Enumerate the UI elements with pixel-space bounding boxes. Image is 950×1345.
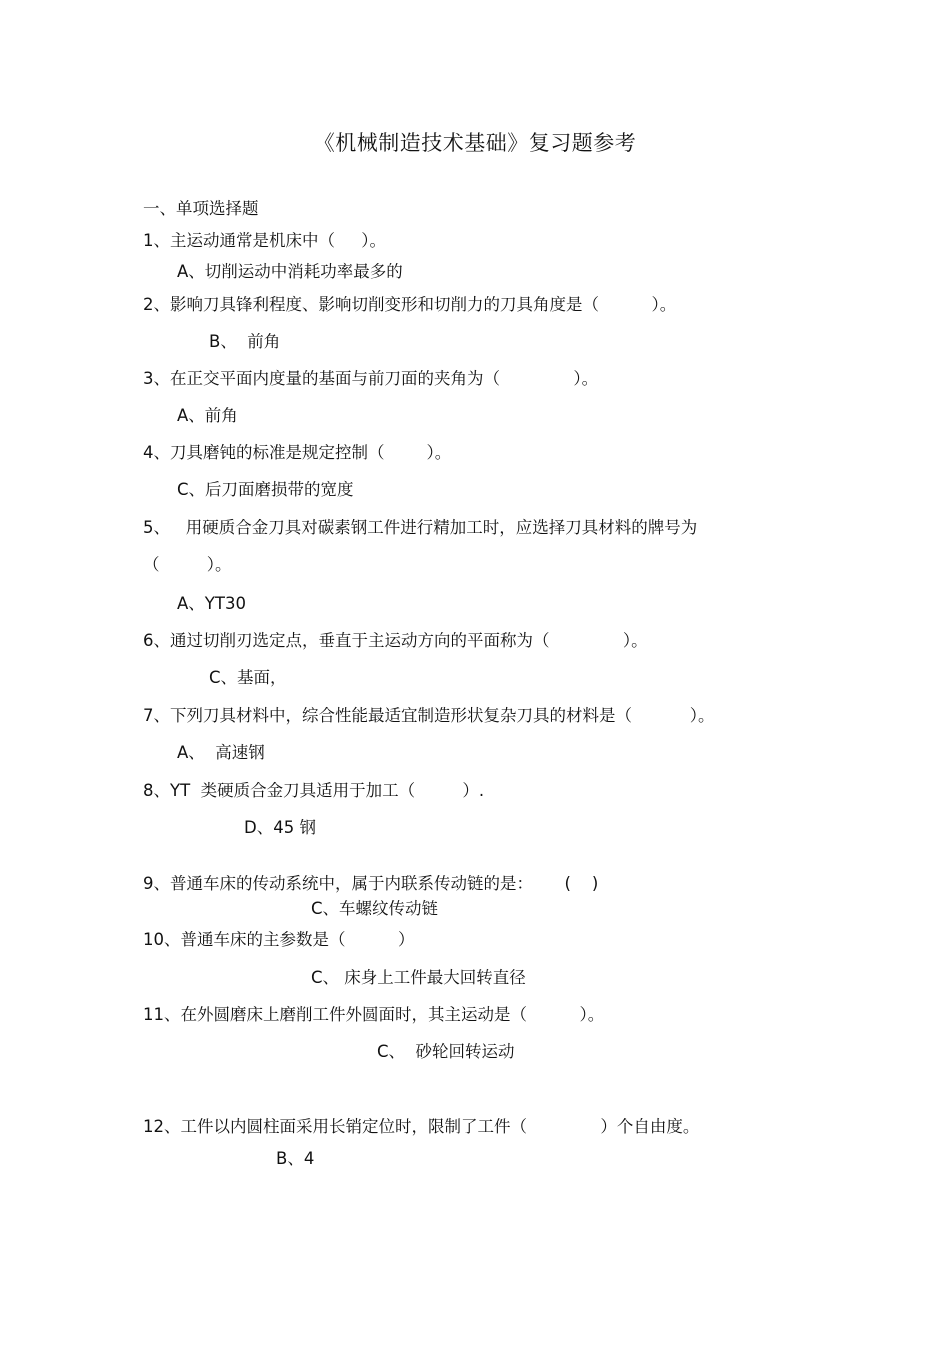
question-8: 8、YT 类硬质合金刀具适用于加工（ ）.	[143, 781, 485, 800]
question-12: 12、工件以内圆柱面采用长销定位时，限制了工件（ ）个自由度。	[143, 1117, 700, 1136]
question-5: 5、 用硬质合金刀具对碳素钢工件进行精加工时，应选择刀具材料的牌号为	[143, 518, 698, 537]
question-2: 2、影响刀具锋利程度、影响切削变形和切削力的刀具角度是（ ）。	[143, 295, 677, 314]
answer-7: A、 高速钢	[177, 743, 265, 762]
question-9: 9、普通车床的传动系统中，属于内联系传动链的是： ( )	[143, 874, 599, 893]
question-1: 1、主运动通常是机床中（ ）。	[143, 231, 386, 250]
answer-11: C、 砂轮回转运动	[377, 1042, 515, 1061]
question-4: 4、刀具磨钝的标准是规定控制（ ）。	[143, 443, 452, 462]
answer-3: A、前角	[177, 406, 238, 425]
answer-6: C、基面，	[209, 668, 287, 687]
answer-10: C、 床身上工件最大回转直径	[311, 968, 526, 987]
answer-8: D、45 钢	[244, 818, 316, 837]
answer-9: C、车螺纹传动链	[311, 899, 439, 918]
document-title: 《机械制造技术基础》复习题参考	[313, 131, 637, 155]
answer-2: B、 前角	[209, 332, 281, 351]
answer-5: A、YT30	[177, 594, 246, 613]
question-7: 7、下列刀具材料中，综合性能最适宜制造形状复杂刀具的材料是（ ）。	[143, 706, 715, 725]
question-5-continued: （ ）。	[143, 555, 232, 574]
question-6: 6、通过切削刃选定点，垂直于主运动方向的平面称为（ ）。	[143, 631, 648, 650]
question-10: 10、普通车床的主参数是（ ）	[143, 930, 415, 949]
question-11: 11、在外圆磨床上磨削工件外圆面时，其主运动是（ ）。	[143, 1005, 605, 1024]
answer-1: A、切削运动中消耗功率最多的	[177, 262, 403, 281]
answer-12: B、4	[276, 1149, 315, 1168]
question-3: 3、在正交平面内度量的基面与前刀面的夹角为（ ）。	[143, 369, 599, 388]
answer-4: C、后刀面磨损带的宽度	[177, 480, 354, 499]
section-heading: 一、单项选择题	[143, 199, 259, 218]
